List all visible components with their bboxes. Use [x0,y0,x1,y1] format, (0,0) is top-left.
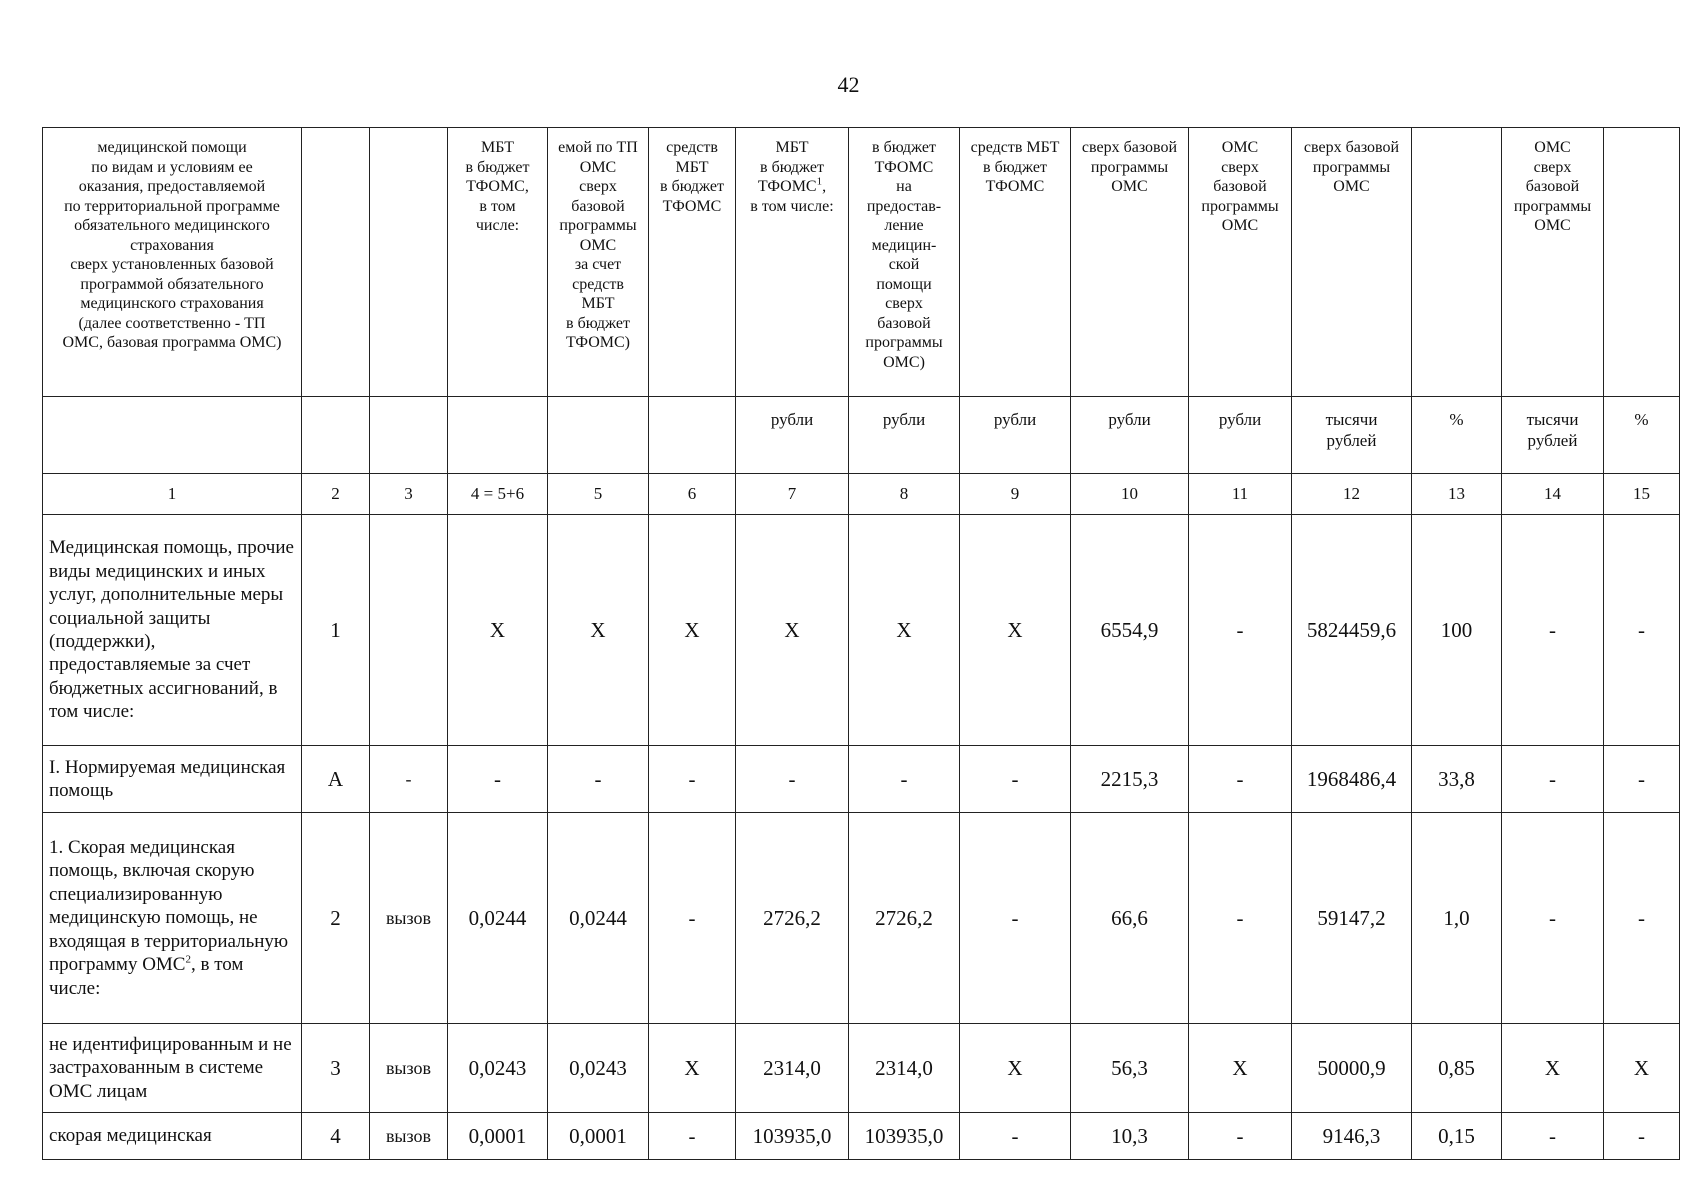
column-number: 7 [736,474,849,515]
column-number: 9 [960,474,1071,515]
table-cell: - [960,746,1071,813]
table-row [43,813,1680,1024]
column-number: 3 [370,474,448,515]
table-cell: X [736,515,849,746]
table-row [43,515,1680,746]
table-cell: X [649,515,736,746]
table-cell: 103935,0 [736,1113,849,1160]
column-numbers-row [43,474,1680,515]
table-cell: 1968486,4 [1292,746,1412,813]
unit-cell: рубли [736,397,849,474]
table-cell: 103935,0 [849,1113,960,1160]
unit-cell: % [1604,397,1680,474]
table-cell: 4 [302,1113,370,1160]
header-cell-14: ОМС сверх базовой программы ОМС [1502,128,1604,397]
table-cell: - [1604,746,1680,813]
table-cell: X [448,515,548,746]
table-cell: 2 [302,813,370,1024]
row-name: 1. Скорая медицинская помощь, включая скорую специализированную медицинскую помощь, не входящая в территориальную программу ОМС$^2$, в том числе: [43,813,302,1024]
table-cell: - [1189,746,1292,813]
table-cell: - [1502,515,1604,746]
table-cell: 100 [1412,515,1502,746]
table-row [43,1113,1680,1160]
table-cell: - [960,813,1071,1024]
table-row [43,746,1680,813]
header-cell-13 [1412,128,1502,397]
table-cell: 0,85 [1412,1024,1502,1113]
unit-cell [370,397,448,474]
table-cell: - [1189,515,1292,746]
table-row [43,1024,1680,1113]
table-cell: 0,0001 [548,1113,649,1160]
footnote-marker-2: 2 [185,953,191,966]
table-cell: X [960,515,1071,746]
page-number: 42 [837,72,860,97]
table-cell: 0,0243 [548,1024,649,1113]
table-cell: 59147,2 [1292,813,1412,1024]
column-number: 4 = 5+6 [448,474,548,515]
table-cell [370,515,448,746]
row-name: Медицинская помощь, прочие виды медицинских и иных услуг, дополнительные меры социальной защиты (поддержки), предоставляемые за счет бюджетных ассигнований, в том числе: [43,515,302,746]
table-cell: 0,0001 [448,1113,548,1160]
table-cell: - [1502,813,1604,1024]
table-cell: - [448,746,548,813]
header-cell-11: ОМС сверх базовой программы ОМС [1189,128,1292,397]
table-cell: 2314,0 [849,1024,960,1113]
column-number: 15 [1604,474,1680,515]
table-cell: 56,3 [1071,1024,1189,1113]
column-number: 8 [849,474,960,515]
table-cell: вызов [370,1113,448,1160]
table-cell: 3 [302,1024,370,1113]
unit-cell [448,397,548,474]
table-cell: X [1189,1024,1292,1113]
table-cell: 0,0243 [448,1024,548,1113]
units-row [43,397,1680,474]
table-cell: 2314,0 [736,1024,849,1113]
table-cell: 0,0244 [448,813,548,1024]
table-cell: - [1189,813,1292,1024]
table-cell: 33,8 [1412,746,1502,813]
table-cell: - [548,746,649,813]
table-cell: 0,15 [1412,1113,1502,1160]
table-cell: 2726,2 [736,813,849,1024]
table-cell: - [1604,1113,1680,1160]
header-cell-9: средств МБТ в бюджет ТФОМС [960,128,1071,397]
table-cell: 66,6 [1071,813,1189,1024]
unit-cell: рубли [1189,397,1292,474]
unit-cell: тысячи рублей [1502,397,1604,474]
table-cell: - [370,746,448,813]
header-cell-8: в бюджет ТФОМС на предостав- ление медицин- ской помощи сверх базовой программы ОМС) [849,128,960,397]
table-cell: - [849,746,960,813]
header-cell-3 [370,128,448,397]
unit-cell [302,397,370,474]
table-cell: 2726,2 [849,813,960,1024]
unit-cell [548,397,649,474]
program-cost-table [42,127,1680,1160]
table-cell: 5824459,6 [1292,515,1412,746]
table-cell: 1,0 [1412,813,1502,1024]
row-name: не идентифицированным и не застрахованным в системе ОМС лицам [43,1024,302,1113]
header-cell-1: медицинской помощи по видам и условиям ее оказания, предоставляемой по территориальной программе обязательного медицинского страхования сверх установленных базовой программой обязательного медицинского страхования (далее соответственно - ТП ОМС, базовая программа ОМС) [43,128,302,397]
table-cell: X [649,1024,736,1113]
table-cell: - [1604,515,1680,746]
table-cell: - [1502,1113,1604,1160]
column-number: 14 [1502,474,1604,515]
table-cell: 0,0244 [548,813,649,1024]
table-cell: 50000,9 [1292,1024,1412,1113]
unit-cell [649,397,736,474]
table-cell: - [1604,813,1680,1024]
table-cell: - [1189,1113,1292,1160]
table-cell: X [1604,1024,1680,1113]
footnote-marker-1: 1 [816,175,823,188]
unit-cell: рубли [1071,397,1189,474]
column-number: 12 [1292,474,1412,515]
table-cell: 1 [302,515,370,746]
unit-cell: рубли [960,397,1071,474]
header-cell-4: МБТ в бюджет ТФОМС, в том числе: [448,128,548,397]
column-number: 2 [302,474,370,515]
unit-cell: рубли [849,397,960,474]
table-cell: X [548,515,649,746]
table-cell: 9146,3 [1292,1113,1412,1160]
header-cell-15 [1604,128,1680,397]
unit-cell: % [1412,397,1502,474]
table-cell: 6554,9 [1071,515,1189,746]
table-cell: - [649,1113,736,1160]
table-cell: - [649,746,736,813]
table-cell: X [960,1024,1071,1113]
header-cell-7: МБТ в бюджет ТФОМС$^1$, в том числе: [736,128,849,397]
table-cell: - [649,813,736,1024]
table-cell: А [302,746,370,813]
table-cell: - [1502,746,1604,813]
header-cell-12: сверх базовой программы ОМС [1292,128,1412,397]
column-number: 5 [548,474,649,515]
table-cell: - [960,1113,1071,1160]
table-cell: вызов [370,1024,448,1113]
header-cell-6: средств МБТ в бюджет ТФОМС [649,128,736,397]
table-cell: 10,3 [1071,1113,1189,1160]
table-header-row [43,128,1680,397]
row-name: I. Нормируемая медицинская помощь [43,746,302,813]
table-cell: вызов [370,813,448,1024]
column-number: 6 [649,474,736,515]
row-name: скорая медицинская [43,1113,302,1160]
table-cell: 2215,3 [1071,746,1189,813]
column-number: 11 [1189,474,1292,515]
unit-cell [43,397,302,474]
header-cell-10: сверх базовой программы ОМС [1071,128,1189,397]
table-cell: X [1502,1024,1604,1113]
header-cell-5: емой по ТП ОМС сверх базовой программы ОМС за счет средств МБТ в бюджет ТФОМС) [548,128,649,397]
table-cell: - [736,746,849,813]
column-number: 1 [43,474,302,515]
column-number: 13 [1412,474,1502,515]
column-number: 10 [1071,474,1189,515]
table-cell: X [849,515,960,746]
header-cell-2 [302,128,370,397]
unit-cell: тысячи рублей [1292,397,1412,474]
